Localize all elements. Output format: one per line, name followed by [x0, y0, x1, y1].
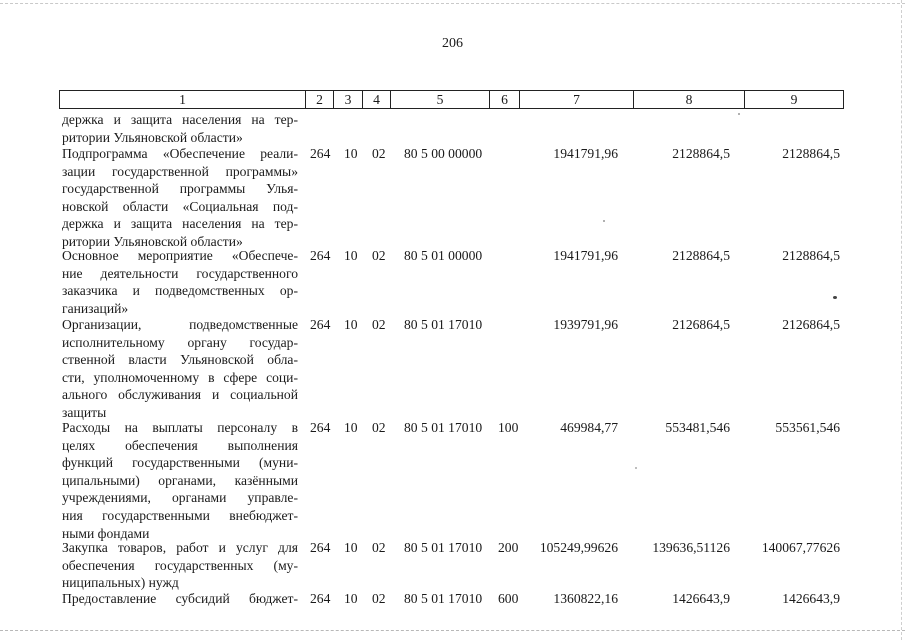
- cell-col-7: 1939791,96: [553, 317, 618, 332]
- description-line: ственной власти Ульяновской обла-: [62, 352, 298, 368]
- cell-col-9: 140067,77626: [761, 540, 840, 555]
- description-line: ритории Ульяновской области»: [62, 129, 243, 145]
- description-line: функций государственными (муни-: [62, 455, 298, 471]
- row-description: [62, 590, 298, 608]
- row-description: [62, 419, 298, 542]
- cell-col-4: 02: [372, 248, 386, 263]
- cell-col-8: 139636,51126: [652, 540, 730, 555]
- cell-col-7: 1941791,96: [553, 248, 618, 263]
- description-line: ципальными) органами, казёнными: [62, 472, 298, 488]
- cell-col-4: 02: [372, 317, 386, 332]
- header-col-4: 4: [363, 91, 391, 109]
- cell-col-8: 2128864,5: [672, 146, 730, 161]
- description-line: Закупка товаров, работ и услуг для: [62, 540, 298, 555]
- cell-col-4: 02: [372, 591, 386, 606]
- cell-col-9: 1426643,9: [782, 591, 840, 606]
- cell-col-2: 264: [310, 591, 331, 606]
- header-col-5: 5: [391, 91, 490, 109]
- cell-col-6: 200: [498, 540, 519, 555]
- cell-col-4: 02: [372, 420, 386, 435]
- cell-col-6: 100: [498, 420, 519, 435]
- cell-col-3: 10: [344, 540, 358, 555]
- scan-speck: [603, 220, 605, 222]
- description-line: обеспечения государственных (му-: [62, 557, 298, 573]
- scan-edge-right: [901, 0, 902, 640]
- description-line: Предоставление субсидий бюджет-: [62, 591, 298, 606]
- cell-col-4: 02: [372, 540, 386, 555]
- description-line: учреждениями, органами управле-: [62, 490, 298, 506]
- cell-col-2: 264: [310, 146, 331, 161]
- description-line: Основное мероприятие «Обеспече-: [62, 248, 298, 263]
- description-line: сти, уполномоченному в сфере соци-: [62, 369, 298, 385]
- cell-col-2: 264: [310, 420, 331, 435]
- header-col-2: 2: [306, 91, 334, 109]
- cell-col-2: 264: [310, 317, 331, 332]
- row-description: [62, 539, 298, 592]
- cell-col-3: 10: [344, 317, 358, 332]
- header-col-3: 3: [334, 91, 363, 109]
- page-number: 206: [442, 36, 463, 51]
- scan-speck: [833, 296, 837, 299]
- description-line: Расходы на выплаты персоналу в: [62, 420, 298, 435]
- cell-col-7: 1941791,96: [553, 146, 618, 161]
- description-line: ние деятельности государственного: [62, 265, 298, 281]
- description-line: новской области «Социальная под-: [62, 198, 298, 214]
- cell-col-3: 10: [344, 248, 358, 263]
- cell-col-8: 1426643,9: [672, 591, 730, 606]
- cell-col-9: 2128864,5: [782, 146, 840, 161]
- description-line: защиты: [62, 404, 107, 420]
- header-col-6: 6: [490, 91, 520, 109]
- cell-col-9: 2126864,5: [782, 317, 840, 332]
- description-line: Организации, подведомственные: [62, 317, 298, 332]
- scan-edge-top: [0, 3, 905, 4]
- description-line: зации государственной программы»: [62, 163, 298, 179]
- description-line: исполнительному органу государ-: [62, 334, 298, 350]
- description-line: ния государственными внебюджет-: [62, 507, 298, 523]
- cell-col-8: 553481,546: [665, 420, 730, 435]
- description-line: Подпрограмма «Обеспечение реали-: [62, 146, 298, 161]
- cell-col-4: 02: [372, 146, 386, 161]
- scan-speck: [738, 113, 740, 115]
- cell-col-5: 80 5 01 00000: [404, 248, 483, 263]
- description-line: ального обслуживания и социальной: [62, 387, 298, 403]
- cell-col-3: 10: [344, 591, 358, 606]
- cell-col-7: 1360822,16: [553, 591, 618, 606]
- description-line: держка и защита населения на тер-: [62, 216, 298, 232]
- cell-col-7: 105249,99626: [539, 540, 618, 555]
- cell-col-2: 264: [310, 540, 331, 555]
- description-line: государственной программы Улья-: [62, 181, 298, 197]
- row-description: [62, 145, 298, 251]
- description-line: держка и защита населения на тер-: [62, 112, 298, 127]
- description-line: ганизаций»: [62, 300, 129, 316]
- scan-speck: [635, 467, 637, 469]
- header-col-1: 1: [60, 91, 306, 109]
- cell-col-7: 469984,77: [560, 420, 618, 435]
- description-line: целях обеспечения выполнения: [62, 437, 298, 453]
- header-col-9: 9: [745, 91, 844, 109]
- row-description: [62, 111, 298, 146]
- description-line: ными фондами: [62, 525, 150, 541]
- cell-col-9: 553561,546: [775, 420, 840, 435]
- cell-col-3: 10: [344, 420, 358, 435]
- row-description: [62, 247, 298, 317]
- cell-col-3: 10: [344, 146, 358, 161]
- header-col-7: 7: [520, 91, 634, 109]
- description-line: ниципальных) нужд: [62, 575, 179, 591]
- cell-col-8: 2128864,5: [672, 248, 730, 263]
- cell-col-5: 80 5 01 17010: [404, 420, 483, 435]
- cell-col-6: 600: [498, 591, 519, 606]
- cell-col-5: 80 5 01 17010: [404, 317, 483, 332]
- cell-col-2: 264: [310, 248, 331, 263]
- cell-col-9: 2128864,5: [782, 248, 840, 263]
- column-number-header: [59, 90, 844, 109]
- cell-col-8: 2126864,5: [672, 317, 730, 332]
- description-line: заказчика и подведомственных ор-: [62, 283, 298, 299]
- header-col-8: 8: [634, 91, 745, 109]
- cell-col-5: 80 5 01 17010: [404, 591, 483, 606]
- cell-col-5: 80 5 00 00000: [404, 146, 483, 161]
- description-line: ритории Ульяновской области»: [62, 233, 243, 249]
- scan-edge-bottom: [0, 630, 905, 631]
- cell-col-5: 80 5 01 17010: [404, 540, 483, 555]
- row-description: [62, 316, 298, 422]
